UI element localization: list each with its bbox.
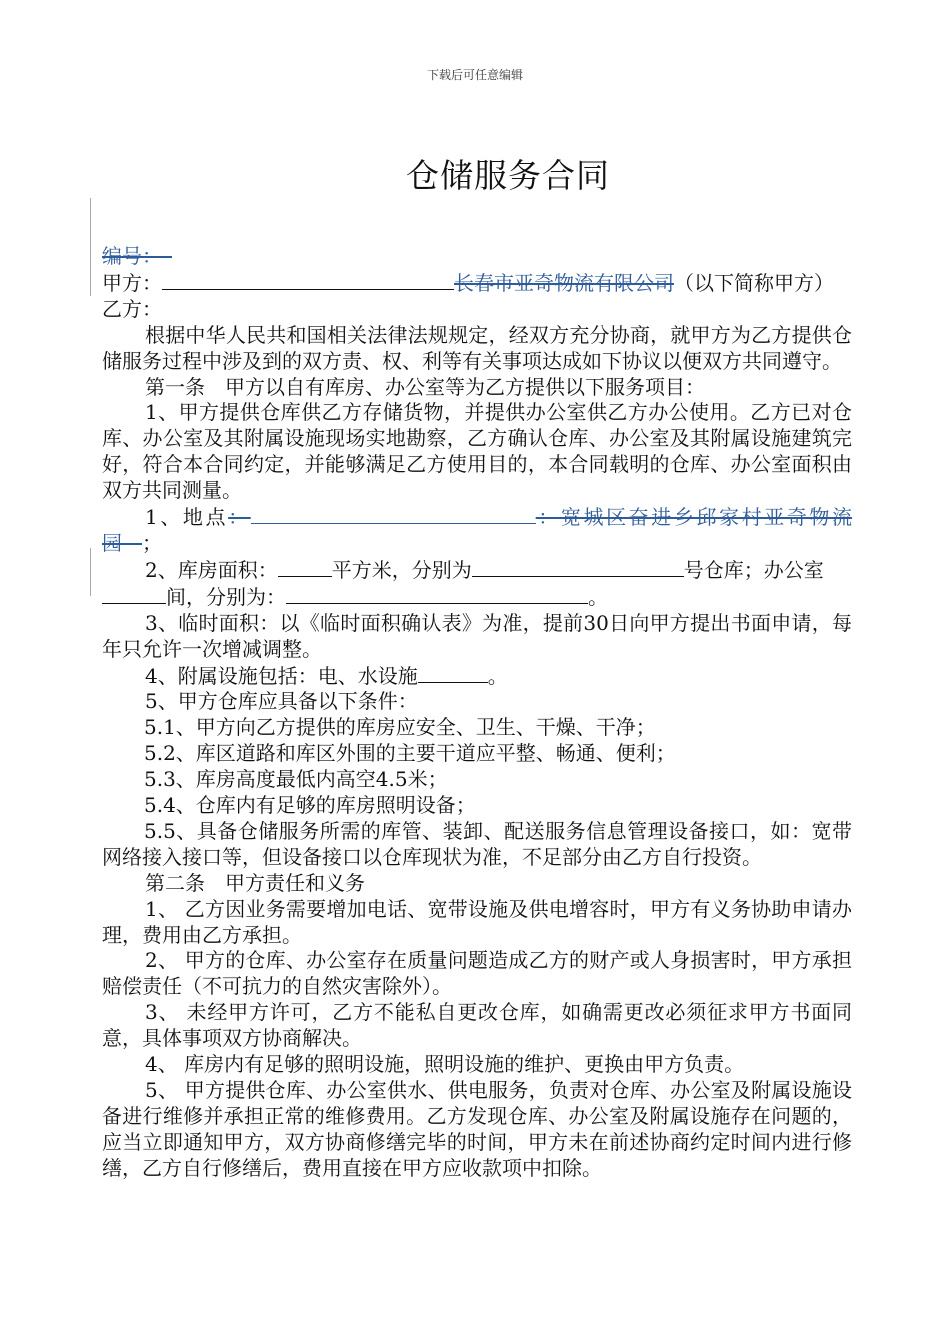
warehouse-area-blank[interactable] (278, 557, 332, 577)
article2-item: 3、 未经甲方许可，乙方不能私自更改仓库，如确需更改必须征求甲方书面同意，具体事项双方协商解决。 (102, 1000, 852, 1051)
location-blank[interactable] (251, 504, 536, 524)
article1-item5-2: 5.2、库区道路和库区外围的主要干道应平整、畅通、便利； (144, 741, 676, 766)
article2-item: 5、 甲方提供仓库、办公室供水、供电服务，负责对仓库、办公室及附属设施设备进行维修并承担正常的维修费用。乙方发现仓库、办公室及附属设施存在问题的，应当立即通知甲方，双方协商修缮完毕的时间，甲方未在前述协商约定时间内进行修缮，乙方自行修缮后，费用直接在甲方应收款项中扣除。 (102, 1078, 852, 1180)
header-note: 下载后可任意编辑 (426, 68, 523, 82)
location-line: 1、地点： ：宽城区奋进乡邱家村亚奇物流园 ； (102, 505, 853, 555)
article1-item5-3: 5.3、库房高度最低内高空4.5米； (144, 767, 448, 792)
document-title: 仓储服务合同 (406, 156, 610, 195)
article1-heading: 第一条 甲方以自有库房、办公室等为乙方提供以下服务项目： (145, 374, 705, 399)
location-label: 1、地点 (145, 505, 229, 530)
article1-item5: 5、甲方仓库应具备以下条件： (145, 689, 418, 714)
office-count-blank[interactable] (102, 584, 166, 604)
party-a-suffix: （以下简称甲方） (674, 270, 834, 295)
party-b-line (102, 297, 852, 323)
party-a-name: 长春市亚奇物流有限公司 (454, 270, 674, 295)
article2-item: 4、 库房内有足够的照明设施，照明设施的维护、更换由甲方负责。 (145, 1052, 745, 1077)
article1-item5-5: 5.5、具备仓储服务所需的库管、装卸、配送服务信息管理设备接口，如：宽带网络接入接口等，但设备接口以仓库现状为准，不足部分由乙方自行投资。 (102, 818, 852, 869)
change-bar (90, 198, 91, 296)
number-label: 编号： (102, 244, 152, 268)
change-bar (90, 548, 91, 596)
party-a-blank[interactable] (162, 270, 454, 290)
office-number-blank[interactable] (286, 584, 588, 604)
area-line: 2、库房面积： 平方米，分别为 号仓库；办公室间，分别为： 。 (102, 557, 852, 611)
facilities-blank[interactable] (418, 663, 488, 683)
warehouse-number-blank[interactable] (472, 557, 684, 577)
article1-item5-4: 5.4、仓库内有足够的库房照明设备； (144, 793, 476, 818)
location-value: ：宽城区奋进乡邱家村亚奇物流园 (102, 505, 853, 555)
preamble: 根据中华人民共和国相关法律法规规定，经双方充分协商，就甲方为乙方提供仓储服务过程中涉及到的双方责、权、利等有关事项达成如下协议以便双方共同遵守。 (102, 322, 852, 373)
article2-item: 2、 甲方的仓库、办公室存在质量问题造成乙方的财产或人身损害时，甲方承担赔偿责任（不可抗力的自然灾害除外）。 (102, 948, 852, 999)
article2-item: 1、 乙方因业务需要增加电话、宽带设施及供电增容时，甲方有义务协助申请办理，费用由乙方承担。 (102, 896, 852, 947)
article1-item4: 4、附属设施包括：电、水设施 。 (145, 663, 508, 688)
party-b-label: 乙方： (102, 296, 162, 321)
article1-item5-1: 5.1、甲方向乙方提供的库房应安全、卫生、干燥、干净； (144, 715, 656, 740)
article2-heading: 第二条 甲方责任和义务 (145, 870, 365, 895)
party-a-label: 甲方： (102, 270, 162, 295)
number-line (102, 244, 852, 270)
article1-item3: 3、临时面积：以《临时面积确认表》为准，提前30日向甲方提出书面申请，每年只允许一次增减调整。 (102, 610, 852, 661)
party-a-line (102, 270, 852, 297)
contract-body (102, 244, 852, 1182)
article1-item1: 1、甲方提供仓库供乙方存储货物，并提供办公室供乙方办公使用。乙方已对仓库、办公室及其附属设施现场实地勘察，乙方确认仓库、办公室及其附属设施建筑完好，符合本合同约定，并能够满足乙方使用目的，本合同载明的仓库、办公室面积由双方共同测量。 (102, 400, 852, 503)
